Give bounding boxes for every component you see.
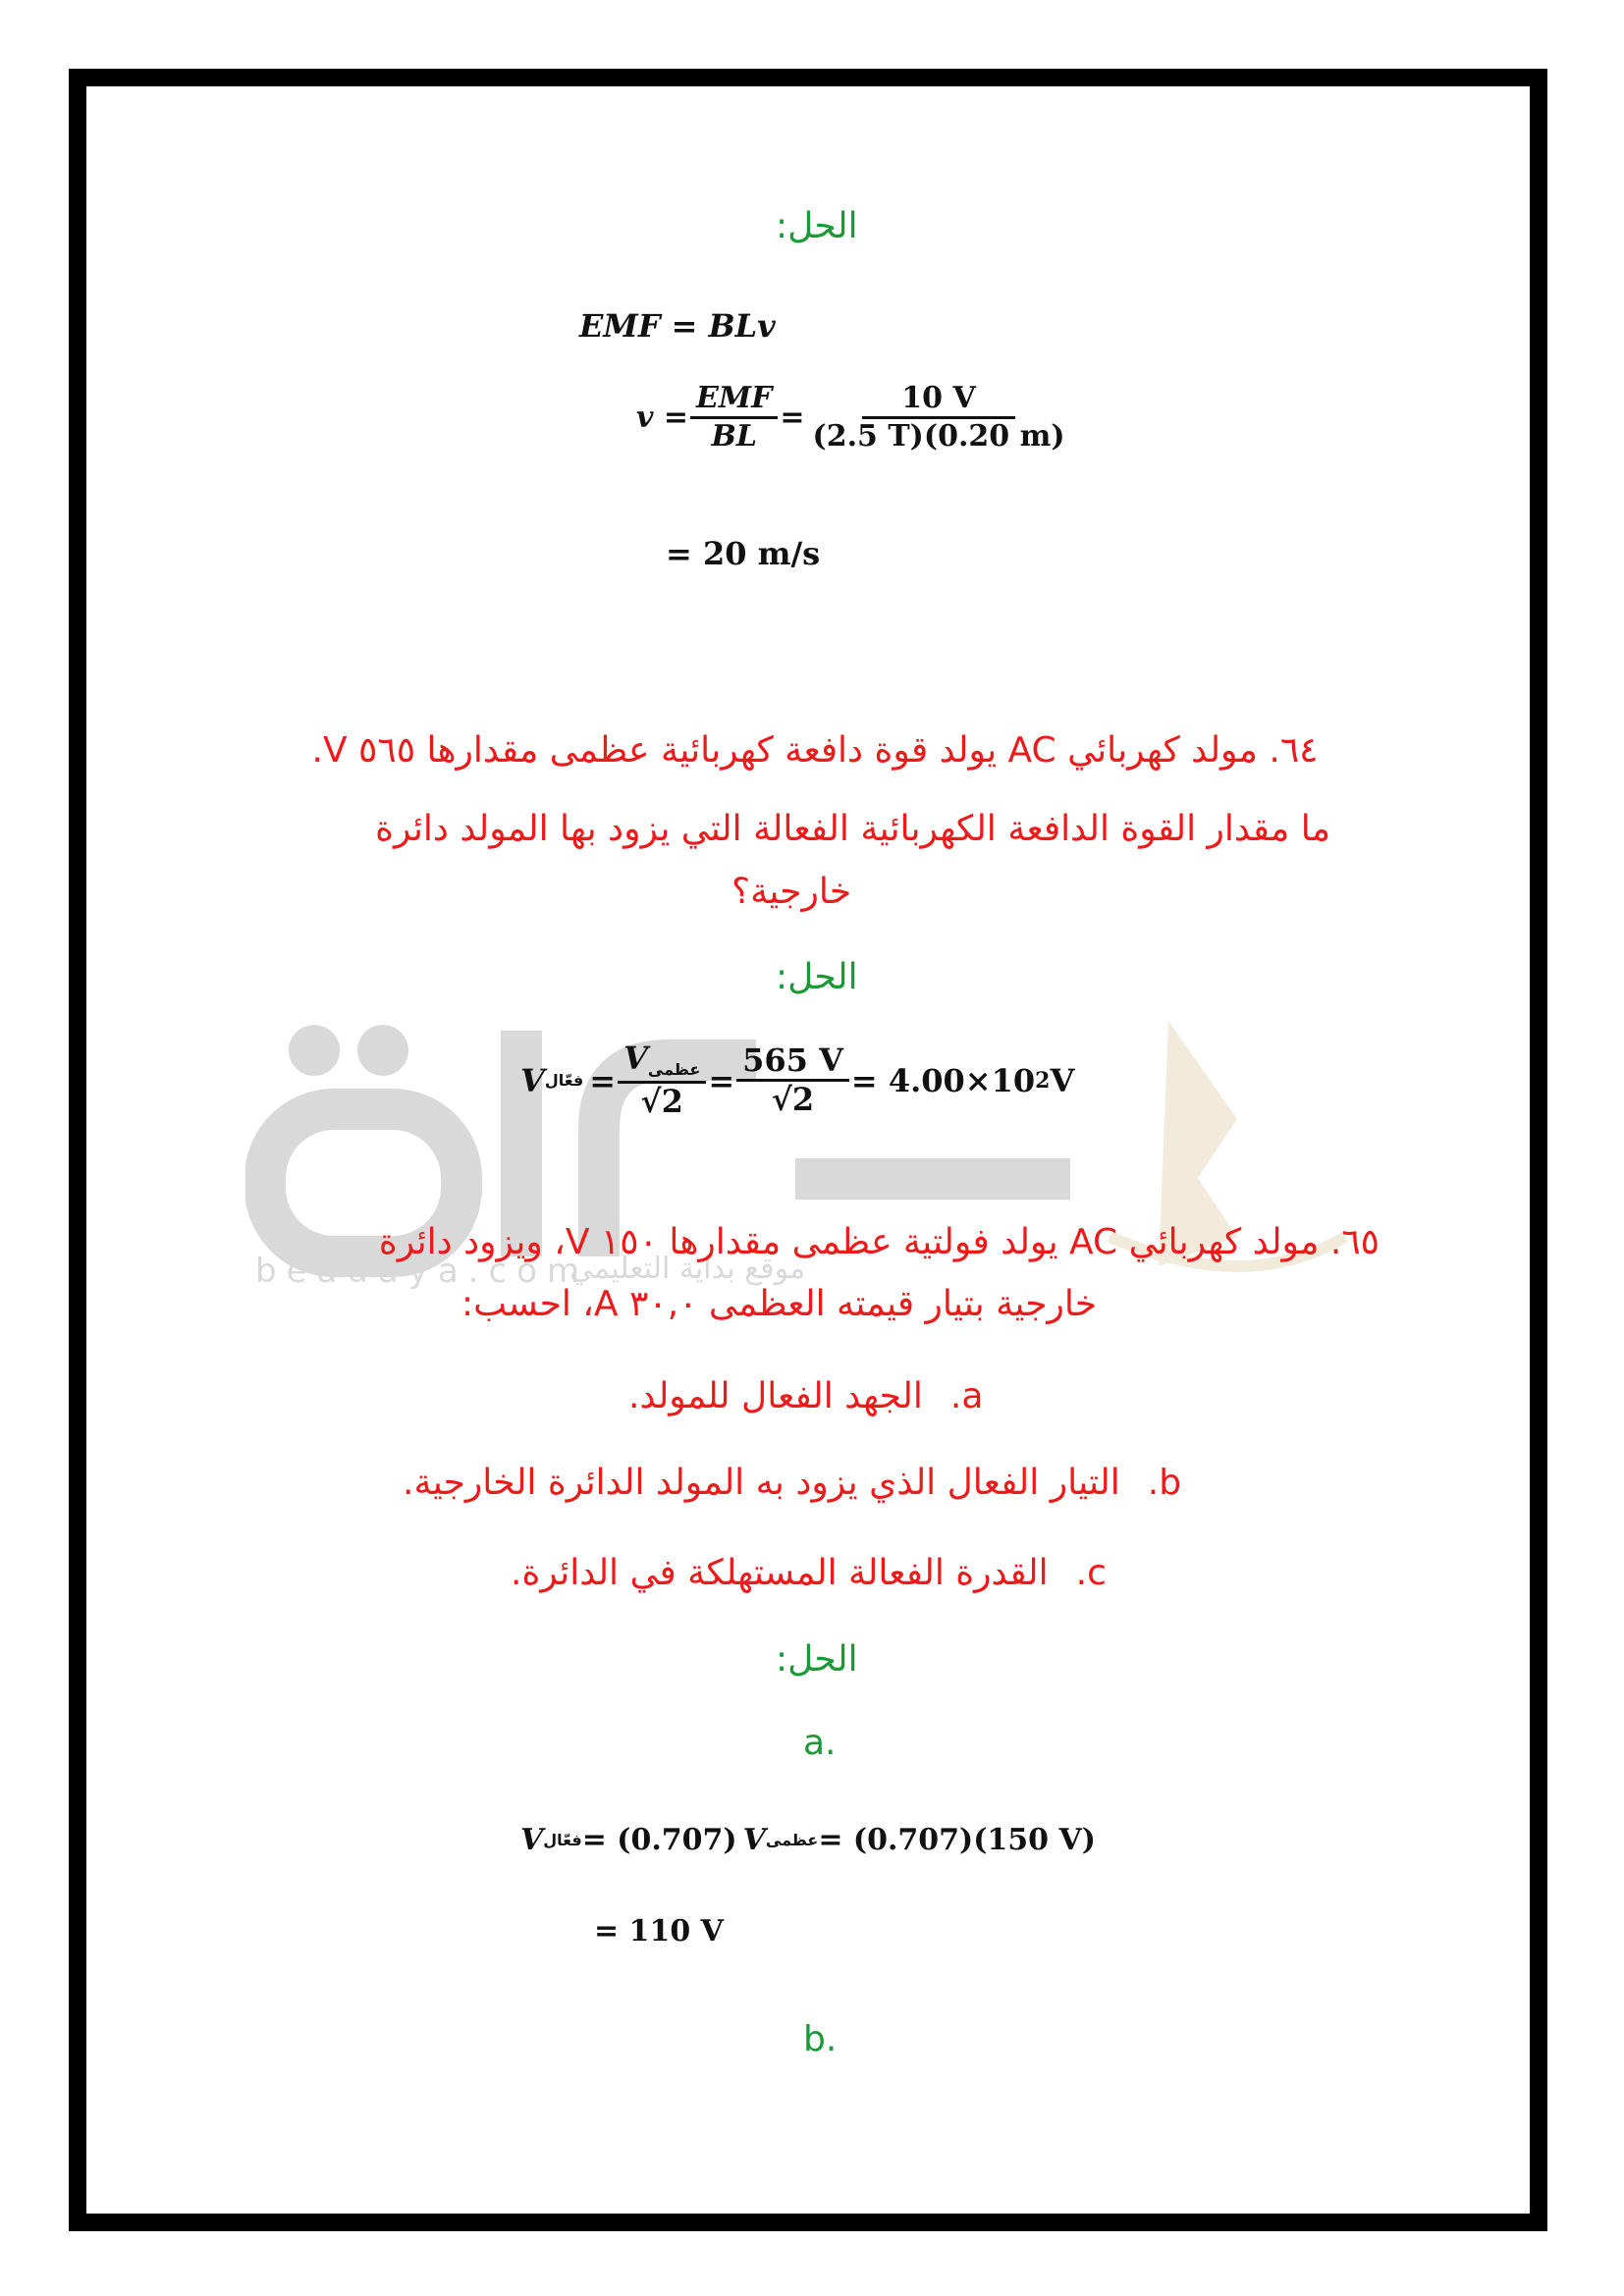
fraction-denominator: BL (711, 418, 757, 454)
equation-result: = 4.00×10 (850, 1061, 1036, 1099)
fraction-vmax-sqrt2 (618, 1042, 706, 1118)
velocity-lhs: v = (636, 400, 689, 435)
fraction-numerator: 10 V (862, 383, 1014, 419)
part-letter: a. (949, 1376, 984, 1416)
sqrt-two: √2 (640, 1082, 683, 1120)
part-text: الجهد الفعال للمولد. (628, 1376, 923, 1416)
fraction-565-sqrt2 (736, 1041, 849, 1119)
exponent: 2 (1035, 1067, 1051, 1094)
question-64-line2: ما مقدار القوة الدافعة الكهربائية الفعالة التي يزود بها المولد دائرة (375, 809, 1330, 849)
question-65-part-b (403, 1463, 1181, 1503)
equation-rhs: = (0.707)(150 V) (818, 1823, 1096, 1857)
question-65-part-a (628, 1376, 983, 1416)
coefficient: = (0.707) (581, 1823, 737, 1857)
fraction-emf-bl (690, 383, 778, 452)
equation-effective-emf: V فعّال = $\frac{V_{عظمى}}{√2}$ = $\frac{565 V}{√2}$ = 4.00×10 2 V (520, 1040, 1075, 1120)
subscript-effective: فعّال (543, 1831, 582, 1849)
equation-voltage-result: = 110 V (594, 1914, 724, 1949)
solution-part-b-label: b. (803, 2019, 838, 2059)
solution-label: الحل: (776, 957, 858, 997)
subscript-max: عظمى (765, 1831, 819, 1849)
question-65-part-c (511, 1553, 1107, 1593)
watermark-site: beadaya.com (255, 1252, 590, 1291)
fraction-numerator: EMF (690, 383, 778, 419)
subscript-max: عظمى (647, 1060, 701, 1079)
fraction-values (807, 383, 1071, 452)
question-65-line2: خارجية بتيار قيمته العظمى ٣٠,٠ A، احسب: (461, 1284, 1098, 1324)
equation-effective-voltage (520, 1823, 1096, 1857)
solution-part-a-label: a. (803, 1723, 837, 1763)
variable-v: V (623, 1040, 648, 1077)
fraction-denominator: (2.5 T)(0.20 m) (812, 418, 1065, 454)
equation-velocity (636, 383, 1073, 452)
part-text: التيار الفعال الذي يزود به المولد الدائرة الخارجية. (403, 1463, 1120, 1503)
solution-label: الحل: (776, 1639, 858, 1680)
watermark-tagline: موقع بداية التعليمي (569, 1252, 806, 1286)
part-letter: b. (1147, 1463, 1182, 1503)
solution-label: الحل: (776, 206, 858, 246)
variable-v: V (520, 1823, 544, 1857)
part-letter: c. (1075, 1553, 1107, 1593)
variable-v: V (742, 1823, 766, 1857)
equals-sign: = (780, 400, 805, 435)
sqrt-two: √2 (771, 1081, 815, 1119)
question-64-line3: خارجية؟ (731, 872, 852, 912)
equation-velocity-result: = 20 m/s (666, 535, 821, 572)
unit: V (1050, 1061, 1075, 1099)
question-64-line1: ٦٤. مولد كهربائي AC يولد قوة دافعة كهربائية عظمى مقدارها ٥٦٥ V. (311, 730, 1319, 771)
fraction-numerator: 565 V (736, 1044, 849, 1083)
equation-emf: EMF = BLv (579, 307, 776, 345)
part-text: القدرة الفعالة المستهلكة في الدائرة. (511, 1553, 1049, 1593)
variable-v: V (520, 1061, 545, 1099)
subscript-effective: فعّال (544, 1071, 584, 1091)
question-65-line1: ٦٥. مولد كهربائي AC يولد فولتية عظمى مقدارها ١٥٠ V، ويزود دائرة (378, 1222, 1380, 1262)
